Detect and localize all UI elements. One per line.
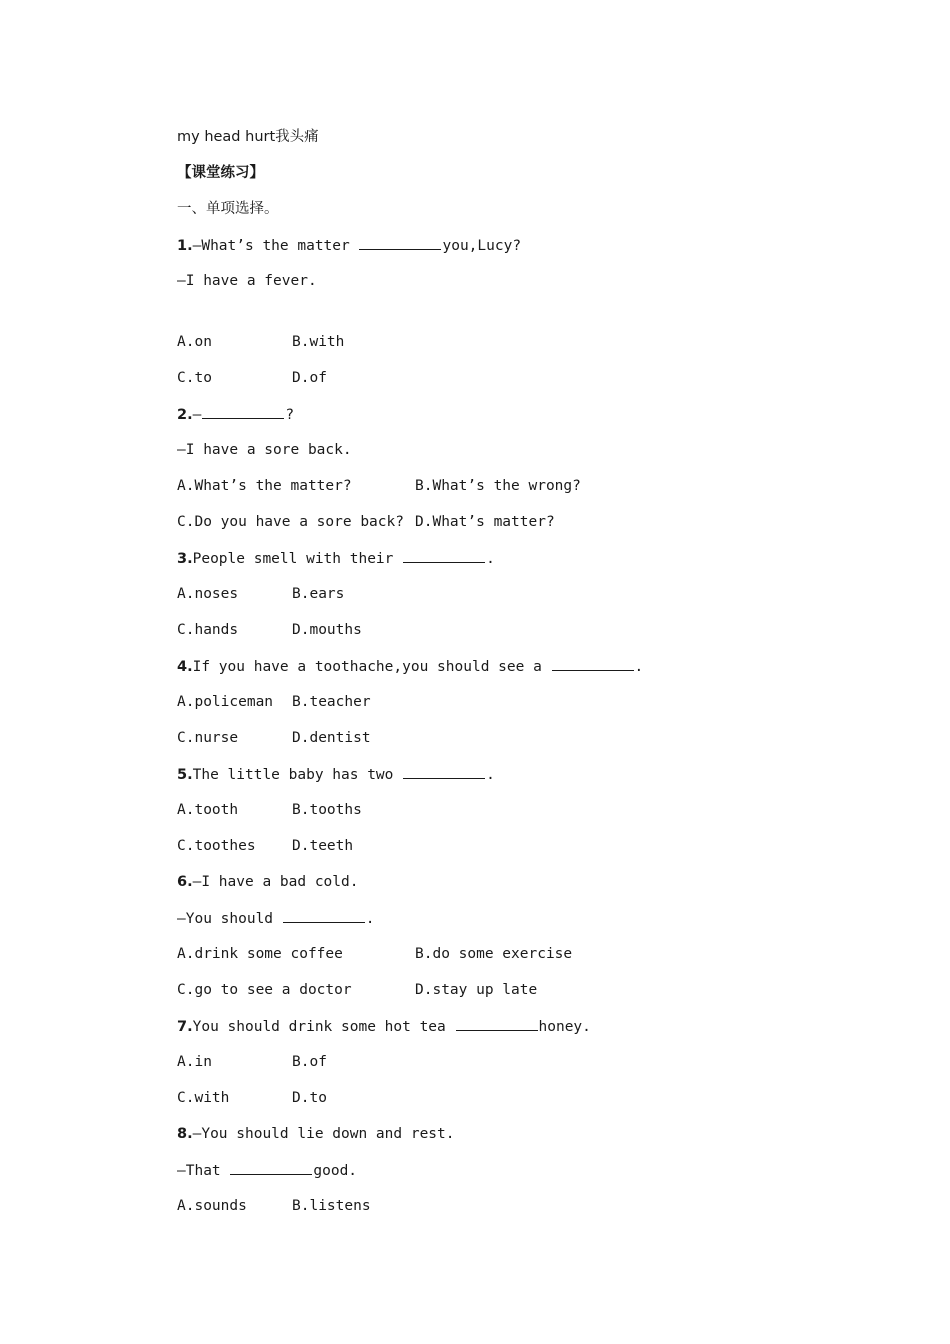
answer-blank <box>403 764 485 779</box>
option-c: C.toothes <box>177 838 256 854</box>
question-number: 2. <box>177 407 193 423</box>
reply-text-end: . <box>365 911 375 927</box>
option-d: D.stay up late <box>415 982 538 998</box>
question-4 <box>177 656 643 677</box>
question-text: — <box>192 407 202 423</box>
option-c: C.hands <box>177 622 239 638</box>
question-1-reply: —I have a fever. <box>177 273 317 289</box>
option-b: B.tooths <box>292 802 362 818</box>
reply-text: —You should <box>177 911 282 927</box>
question-number: 3. <box>177 551 193 567</box>
question-1 <box>177 235 521 256</box>
option-c: C.to <box>177 370 212 386</box>
option-a: A.tooth <box>177 802 239 818</box>
reply-text: —That <box>177 1163 230 1179</box>
answer-blank <box>283 908 365 923</box>
option-c: C.with <box>177 1090 230 1106</box>
question-number: 1. <box>177 238 193 254</box>
question-number: 8. <box>177 1126 193 1142</box>
option-d: D.What’s matter? <box>415 514 555 530</box>
question-6-reply <box>177 908 375 929</box>
question-text-end: . <box>486 551 495 567</box>
section-title: 【课堂练习】 <box>177 165 264 181</box>
option-d: D.of <box>292 370 327 386</box>
option-d: D.mouths <box>292 622 362 638</box>
question-text-end: honey. <box>538 1019 591 1035</box>
option-b: B.What’s the wrong? <box>415 478 581 494</box>
section-subtitle: 一、单项选择。 <box>177 201 279 217</box>
question-number: 4. <box>177 659 193 675</box>
question-text: People smell with their <box>192 551 403 567</box>
option-b: B.ears <box>292 586 345 602</box>
intro-line: my head hurt我头痛 <box>177 129 319 145</box>
answer-blank <box>359 235 441 250</box>
option-a: A.in <box>177 1054 212 1070</box>
question-number: 5. <box>177 767 193 783</box>
option-d: D.teeth <box>292 838 354 854</box>
reply-text-end: good. <box>313 1163 358 1179</box>
answer-blank <box>230 1160 312 1175</box>
question-text-end: you,Lucy? <box>442 238 522 254</box>
answer-blank <box>202 404 284 419</box>
option-c: C.go to see a doctor <box>177 982 352 998</box>
question-number: 7. <box>177 1019 193 1035</box>
option-a: A.on <box>177 334 212 350</box>
option-d: D.dentist <box>292 730 371 746</box>
question-3 <box>177 548 495 569</box>
question-text: —I have a bad cold. <box>192 874 359 890</box>
option-a: A.policeman <box>177 694 274 710</box>
answer-blank <box>403 548 485 563</box>
question-2 <box>177 404 294 425</box>
option-a: A.What’s the matter? <box>177 478 352 494</box>
option-b: B.with <box>292 334 345 350</box>
question-number: 6. <box>177 874 193 890</box>
option-b: B.do some exercise <box>415 946 573 962</box>
answer-blank <box>456 1016 538 1031</box>
option-a: A.sounds <box>177 1198 247 1214</box>
question-text: You should drink some hot tea <box>192 1019 455 1035</box>
question-8 <box>177 1124 455 1144</box>
option-b: B.of <box>292 1054 327 1070</box>
option-a: A.noses <box>177 586 239 602</box>
question-text: If you have a toothache,you should see a <box>192 659 551 675</box>
option-a: A.drink some coffee <box>177 946 343 962</box>
question-7 <box>177 1016 591 1037</box>
option-b: B.teacher <box>292 694 371 710</box>
question-text-end: ? <box>285 407 295 423</box>
option-d: D.to <box>292 1090 327 1106</box>
question-text-end: . <box>634 659 644 675</box>
question-6 <box>177 872 358 892</box>
option-b: B.listens <box>292 1198 371 1214</box>
question-5 <box>177 764 495 785</box>
question-text: —You should lie down and rest. <box>192 1126 455 1142</box>
answer-blank <box>552 656 634 671</box>
question-text: The little baby has two <box>192 767 403 783</box>
option-c: C.nurse <box>177 730 239 746</box>
question-2-reply: —I have a sore back. <box>177 442 352 458</box>
question-text: —What’s the matter <box>192 238 359 254</box>
question-8-reply <box>177 1160 357 1181</box>
question-text-end: . <box>486 767 495 783</box>
option-c: C.Do you have a sore back? <box>177 514 404 530</box>
